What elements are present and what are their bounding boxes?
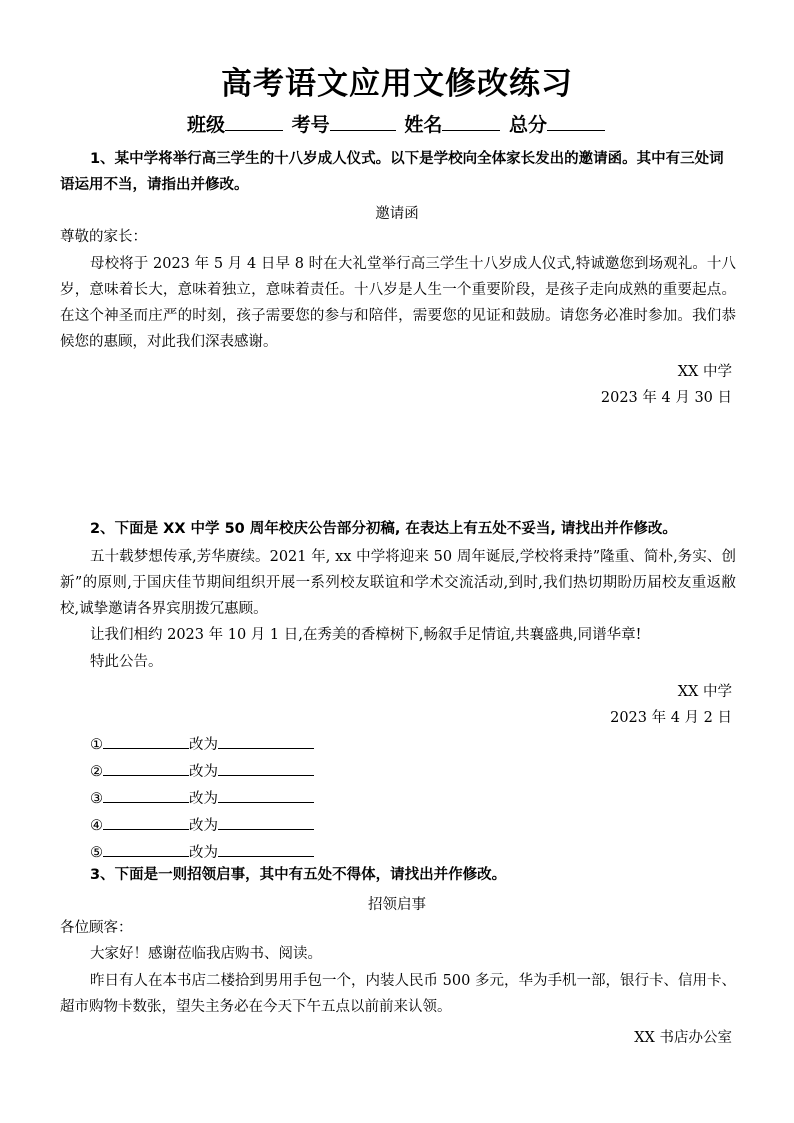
q2-para-1: 五十载梦想传承,芳华赓续。2021 年, xx 中学将迎来 50 周年诞辰,学校将秉持”隆重、简朴,务实、创新”的原则,于国庆佳节期间组织开展一系列校友联谊和学术交流活动,到时,我们热切期盼历届校友重返敝校,诚挚邀请各界宾朋拨冗惠顾。 <box>60 549 736 617</box>
revised-blank[interactable] <box>218 761 314 776</box>
change-label: 改为 <box>189 845 218 861</box>
q2-para-2: 让我们相约 2023 年 10 月 1 日,在秀美的香樟树下,畅叙手足情谊,共襄盛典,同谱华章! <box>90 627 642 643</box>
question-3-prompt: 3、下面是一则招领启事，其中有五处不得体，请找出并作修改。 <box>90 867 507 883</box>
answer-row-3 <box>90 786 314 812</box>
q3-para-2: 昨日有人在本书店二楼拾到男用手包一个，内装人民币 500 多元，华为手机一部，银行卡、信用卡、超市购物卡数张，望失主务必在今天下午五点以前前来认领。 <box>60 973 736 1015</box>
exam-no-label: 考号 <box>291 114 330 136</box>
name-blank[interactable] <box>442 112 500 131</box>
revised-blank[interactable] <box>218 788 314 803</box>
q3-doc-title: 招领启事 <box>368 897 426 913</box>
student-info-line <box>0 110 794 137</box>
original-blank[interactable] <box>103 761 189 776</box>
page-title: 高考语文应用文修改练习 <box>221 66 573 102</box>
answer-number: ① <box>90 737 103 753</box>
original-blank[interactable] <box>103 842 189 857</box>
score-blank[interactable] <box>547 112 605 131</box>
original-blank[interactable] <box>103 734 189 749</box>
answer-number: ④ <box>90 818 103 834</box>
score-label: 总分 <box>508 114 547 136</box>
q1-signer: XX 中学 <box>677 364 732 380</box>
q1-doc-title: 邀请函 <box>375 206 419 222</box>
exam-no-blank[interactable] <box>330 112 396 131</box>
change-label: 改为 <box>189 764 218 780</box>
question-2-prompt: 2、下面是 XX 中学 50 周年校庆公告部分初稿, 在表达上有五处不妥当, 请找出并作修改。 <box>90 521 677 537</box>
question-1-prompt: 1、某中学将举行高三学生的十八岁成人仪式。以下是学校向全体家长发出的邀请函。其中有三处词语运用不当，请指出并修改。 <box>60 151 724 193</box>
q3-para-1: 大家好！感谢莅临我店购书、阅读。 <box>90 946 322 962</box>
class-label: 班级 <box>187 114 226 136</box>
revised-blank[interactable] <box>218 842 314 857</box>
q2-signer: XX 中学 <box>677 684 732 700</box>
class-blank[interactable] <box>225 112 283 131</box>
change-label: 改为 <box>189 737 218 753</box>
change-label: 改为 <box>189 791 218 807</box>
q3-salutation: 各位顾客： <box>60 920 133 936</box>
q2-date: 2023 年 4 月 2 日 <box>610 710 732 726</box>
change-label: 改为 <box>189 818 218 834</box>
answer-number: ② <box>90 764 103 780</box>
answer-row-1 <box>90 732 314 758</box>
q1-salutation: 尊敬的家长： <box>60 229 147 245</box>
answer-row-4 <box>90 813 314 839</box>
answer-row-2 <box>90 759 314 785</box>
original-blank[interactable] <box>103 815 189 830</box>
original-blank[interactable] <box>103 788 189 803</box>
q2-para-3: 特此公告。 <box>90 654 163 670</box>
revised-blank[interactable] <box>218 734 314 749</box>
name-label: 姓名 <box>404 114 443 136</box>
q1-date: 2023 年 4 月 30 日 <box>600 390 732 406</box>
answer-number: ⑤ <box>90 845 103 861</box>
q1-body: 母校将于 2023 年 5 月 4 日早 8 时在大礼堂举行高三学生十八岁成人仪式,特诚邀您到场观礼。十八岁，意味着长大，意味着独立，意味着责任。十八岁是人生一个重要阶段，是孩子走向成熟的重要起点。在这个神圣而庄严的时刻，孩子需要您的参与和陪伴，需要您的见证和鼓励。请您务必准时参加。我们恭候您的惠顾，对此我们深表感谢。 <box>60 256 736 350</box>
q3-signer: XX 书店办公室 <box>634 1030 732 1046</box>
revised-blank[interactable] <box>218 815 314 830</box>
answer-number: ③ <box>90 791 103 807</box>
